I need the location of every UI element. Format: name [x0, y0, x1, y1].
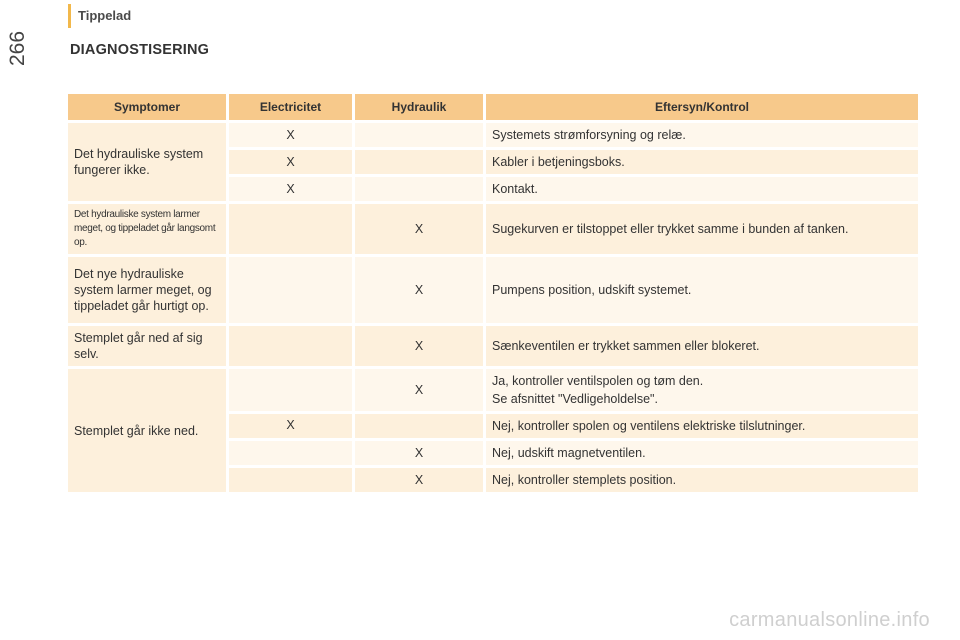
table-row [68, 257, 918, 323]
hydraulic-cell [355, 177, 483, 201]
hydraulic-cell: X [355, 441, 483, 465]
table-header-row [68, 94, 918, 120]
electric-cell [229, 204, 352, 254]
hydraulic-cell: X [355, 204, 483, 254]
table-row [68, 369, 918, 411]
page-number: 266 [6, 30, 29, 66]
action-cell: Nej, kontroller spolen og ventilens elektriske tilslutninger. [486, 414, 918, 438]
table-row [68, 123, 918, 147]
action-cell: Pumpens position, udskift systemet. [486, 257, 918, 323]
page-title: DIAGNOSTISERING [70, 42, 210, 58]
watermark: carmanualsonline.info [729, 609, 930, 631]
hydraulic-cell: X [355, 369, 483, 411]
action-cell: Nej, udskift magnetventilen. [486, 441, 918, 465]
symptom-cell: Stemplet går ikke ned. [68, 369, 226, 492]
symptom-cell: Det hydrauliske system larmer meget, og tippeladet går langsomt op. [68, 204, 226, 254]
section-accent-bar [68, 4, 71, 28]
electric-cell: X [229, 177, 352, 201]
column-header-inspection: Eftersyn/Kontrol [486, 94, 918, 120]
action-cell: Nej, kontroller stemplets position. [486, 468, 918, 492]
action-cell: Systemets strømforsyning og relæ. [486, 123, 918, 147]
column-header-electric: Electricitet [229, 94, 352, 120]
symptom-cell: Det hydrauliske system fungerer ikke. [68, 123, 226, 201]
electric-cell: X [229, 414, 352, 438]
action-cell: Kontakt. [486, 177, 918, 201]
electric-cell [229, 326, 352, 366]
symptom-cell: Stemplet går ned af sig selv. [68, 326, 226, 366]
diagnosis-table [65, 91, 921, 495]
hydraulic-cell [355, 414, 483, 438]
hydraulic-cell: X [355, 468, 483, 492]
action-cell: Kabler i betjeningsboks. [486, 150, 918, 174]
action-line: Ja, kontroller ventilspolen og tøm den. [492, 374, 704, 388]
electric-cell: X [229, 123, 352, 147]
electric-cell [229, 468, 352, 492]
hydraulic-cell: X [355, 257, 483, 323]
section-label: Tippelad [78, 8, 132, 23]
electric-cell [229, 369, 352, 411]
hydraulic-cell [355, 123, 483, 147]
table-row [68, 326, 918, 366]
hydraulic-cell: X [355, 326, 483, 366]
table-row [68, 204, 918, 254]
electric-cell [229, 441, 352, 465]
electric-cell: X [229, 150, 352, 174]
electric-cell [229, 257, 352, 323]
hydraulic-cell [355, 150, 483, 174]
action-cell: Sænkeventilen er trykket sammen eller blokeret. [486, 326, 918, 366]
action-line: Se afsnittet "Vedligeholdelse". [492, 392, 658, 406]
action-cell [486, 369, 918, 411]
symptom-cell: Det nye hydrauliske system larmer meget, og tippeladet går hurtigt op. [68, 257, 226, 323]
column-header-hydraulic: Hydraulik [355, 94, 483, 120]
column-header-symptoms: Symptomer [68, 94, 226, 120]
action-cell: Sugekurven er tilstoppet eller trykket samme i bunden af tanken. [486, 204, 918, 254]
